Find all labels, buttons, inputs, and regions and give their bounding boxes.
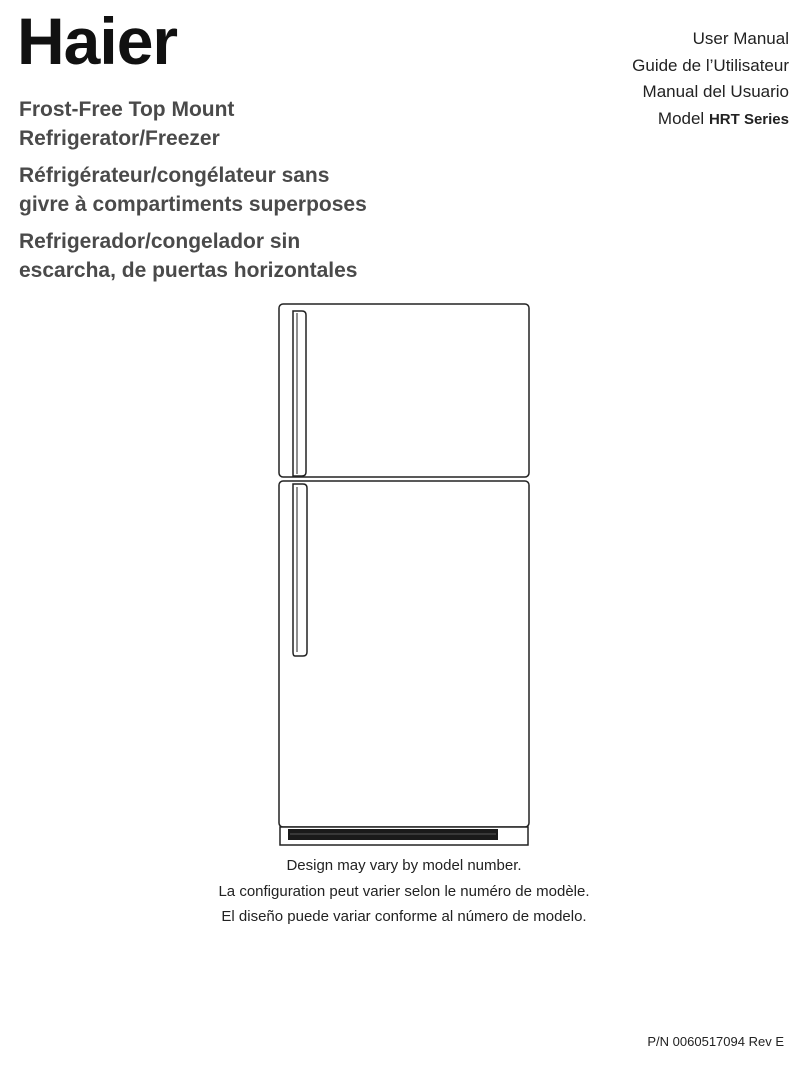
product-title-en: Frost-Free Top Mount Refrigerator/Freezer [19,98,235,150]
manual-title-fr: Guide de l’Utilisateur [632,55,789,75]
top-mount-refrigerator-icon [276,302,532,853]
design-disclaimer [0,853,808,930]
freezer-handle [293,311,306,476]
part-number: P/N 0060517094 Rev E [647,1034,784,1049]
manual-title-en: User Manual [692,29,789,48]
freezer-door [279,304,529,477]
product-title-fr: Réfrigérateur/congélateur sans givre à compartiments superposes [19,164,367,216]
model-label: Model [657,108,705,128]
caption-es: El diseño puede variar conforme al número de modelo. [221,908,587,925]
model-series: HRT Series [708,110,789,128]
fresh-food-door [279,481,529,827]
manual-language-list [632,26,789,133]
fresh-food-handle [293,484,307,656]
product-title-es: Refrigerador/congelador sin escarcha, de puertas horizontales [19,230,358,282]
model-line [632,106,789,134]
manual-title-es: Manual del Usuario [642,82,789,101]
caption-fr: La configuration peut varier selon le numéro de modèle. [218,882,590,900]
haier-logo: Haier [17,4,178,78]
product-titles [19,95,439,293]
caption-en: Design may vary by model number. [286,857,522,874]
